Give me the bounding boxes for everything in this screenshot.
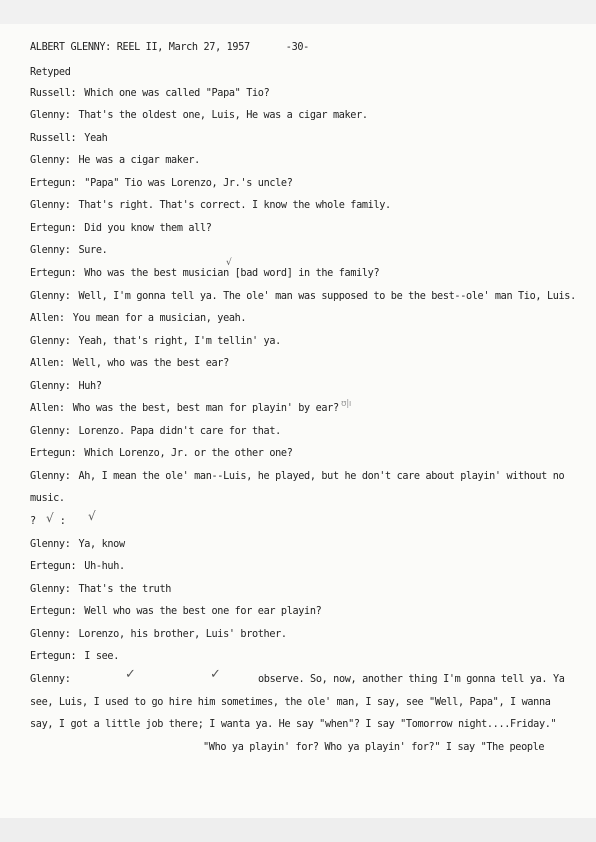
- utterance: Lorenzo, his brother, Luis' brother.: [78, 629, 287, 640]
- speaker: Glenny:: [30, 291, 71, 302]
- transcript-line: [30, 200, 391, 211]
- checkmark-icon: √: [88, 509, 96, 523]
- speaker: Glenny:: [30, 245, 71, 256]
- utterance: Did you know them all?: [84, 223, 212, 234]
- utterance: Lorenzo. Papa didn't care for that.: [78, 426, 281, 437]
- utterance: Who was the best musician [bad word] in the family?: [84, 268, 380, 279]
- transcript-line: [30, 358, 229, 369]
- speaker: Ertegun:: [30, 268, 77, 279]
- speaker: Ertegun:: [30, 606, 77, 617]
- speaker: Glenny:: [30, 110, 71, 121]
- transcript-line: [30, 403, 339, 414]
- transcript-line: [30, 561, 125, 572]
- page-header: [30, 42, 309, 53]
- transcript-line: [30, 223, 212, 234]
- utterance: He was a cigar maker.: [78, 155, 200, 166]
- speaker: Glenny:: [30, 674, 71, 685]
- speaker: Ertegun:: [30, 223, 77, 234]
- speaker: Glenny:: [30, 155, 71, 166]
- speaker: ?: [30, 516, 36, 527]
- scan-bottom-margin: [0, 818, 596, 842]
- utterance: Well who was the best one for ear playin?: [84, 606, 322, 617]
- transcript-line: [30, 448, 292, 459]
- speaker: Russell:: [30, 133, 77, 144]
- utterance: I see.: [84, 651, 119, 662]
- utterance: Yeah: [84, 133, 108, 144]
- speaker: Glenny:: [30, 200, 71, 211]
- utterance: Well, I'm gonna tell ya. The ole' man was supposed to be the best--ole' man Tio, Luis.: [78, 291, 576, 302]
- speaker: Ertegun:: [30, 561, 77, 572]
- speaker: Ertegun:: [30, 448, 77, 459]
- pencil-mark-icon: ʊ|ı: [341, 399, 352, 409]
- speaker: Ertegun:: [30, 178, 77, 189]
- checkmark-icon: ✓: [210, 667, 221, 682]
- speaker: Glenny:: [30, 426, 71, 437]
- scan-top-margin: [0, 0, 596, 24]
- transcript-line: [30, 426, 281, 437]
- transcript-line: [30, 674, 70, 685]
- transcript-line: [30, 133, 107, 144]
- transcript-line: [30, 336, 281, 347]
- utterance: Huh?: [78, 381, 102, 392]
- speaker: Glenny:: [30, 336, 71, 347]
- utterance: "Papa" Tio was Lorenzo, Jr.'s uncle?: [84, 178, 293, 189]
- utterance: observe. So, now, another thing I'm gonna tell ya. Ya: [258, 674, 565, 685]
- transcript-line: [30, 629, 287, 640]
- utterance: music.: [30, 493, 65, 504]
- transcript-line: [30, 291, 576, 302]
- utterance: Ya, know: [78, 539, 125, 550]
- utterance: Well, who was the best ear?: [72, 358, 229, 369]
- utterance: That's right. That's correct. I know the whole family.: [78, 200, 391, 211]
- utterance: Sure.: [78, 245, 108, 256]
- utterance: That's the truth: [78, 584, 172, 595]
- transcript-line: [30, 471, 564, 482]
- utterance: Uh-huh.: [84, 561, 125, 572]
- header-title: ALBERT GLENNY: REEL II, March 27, 1957: [30, 42, 250, 53]
- page-number: -30-: [285, 42, 309, 53]
- utterance: That's the oldest one, Luis, He was a cigar maker.: [78, 110, 368, 121]
- transcript-line: [30, 606, 321, 617]
- transcript-line: [30, 539, 125, 550]
- transcript-line: [30, 88, 269, 99]
- speaker: Russell:: [30, 88, 77, 99]
- transcript-line: [30, 110, 368, 121]
- transcript-line: [30, 381, 102, 392]
- utterance: Who was the best, best man for playin' by ear?: [72, 403, 339, 414]
- utterance: :: [59, 516, 66, 527]
- continuation-line: see, Luis, I used to go hire him sometimes, the ole' man, I say, see "Well, Papa", I wanna: [30, 697, 551, 708]
- transcript-line: [30, 651, 119, 662]
- utterance: Which Lorenzo, Jr. or the other one?: [84, 448, 293, 459]
- transcript-line-continuation: [30, 493, 65, 504]
- utterance: Yeah, that's right, I'm tellin' ya.: [78, 336, 281, 347]
- continuation-line: "Who ya playin' for? Who ya playin' for?" I say "The people: [203, 742, 545, 753]
- speaker: Glenny:: [30, 539, 71, 550]
- speaker: Ertegun:: [30, 651, 77, 662]
- utterance: You mean for a musician, yeah.: [72, 313, 247, 324]
- checkmark-icon: ✓: [125, 667, 136, 682]
- transcript-line: [30, 178, 292, 189]
- continuation-line: say, I got a little job there; I wanta ya. He say "when"? I say "Tomorrow night....Friday.": [30, 719, 557, 730]
- speaker: Glenny:: [30, 584, 71, 595]
- transcript-line: [30, 268, 379, 279]
- speaker: Glenny:: [30, 381, 71, 392]
- transcript-line: [30, 313, 246, 324]
- transcript-line: [30, 155, 200, 166]
- handwritten-mark-icon: √: [226, 258, 232, 268]
- checkmark-icon: √: [46, 511, 54, 525]
- utterance: Which one was called "Papa" Tio?: [84, 88, 270, 99]
- speaker: Allen:: [30, 313, 65, 324]
- speaker: Glenny:: [30, 471, 71, 482]
- transcript-line: [30, 584, 171, 595]
- transcript-line: [30, 245, 107, 256]
- utterance: Ah, I mean the ole' man--Luis, he played, but he don't care about playin' without no: [78, 471, 565, 482]
- speaker: Allen:: [30, 403, 65, 414]
- speaker: Glenny:: [30, 629, 71, 640]
- retyped-note: Retyped: [30, 67, 71, 78]
- speaker: Allen:: [30, 358, 65, 369]
